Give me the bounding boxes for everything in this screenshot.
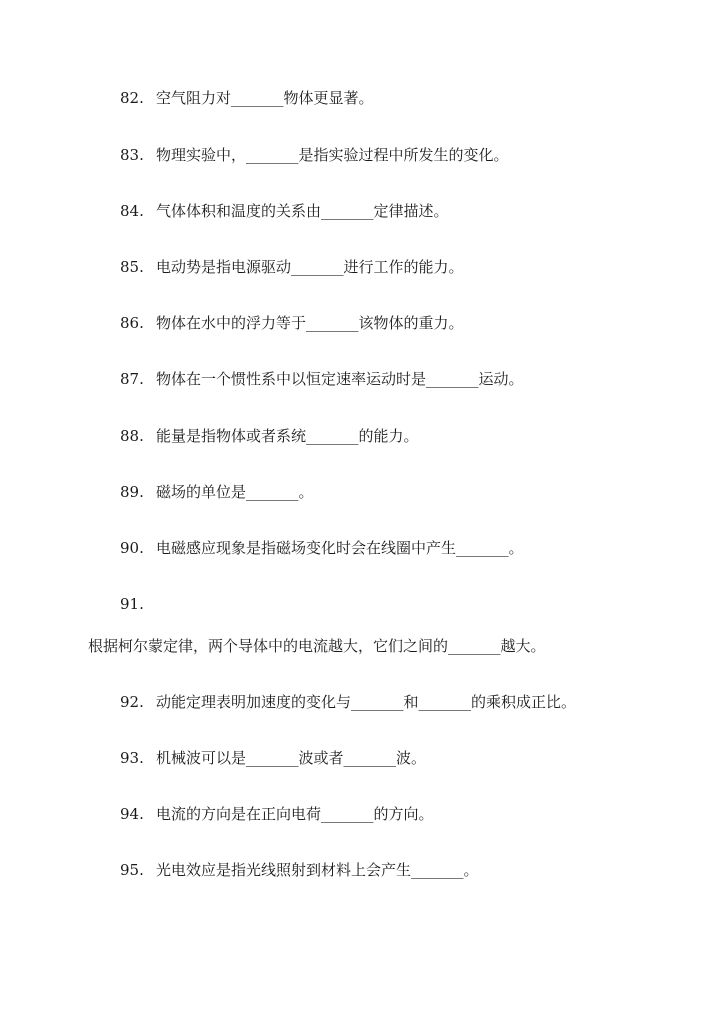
question-90: [120, 538, 524, 558]
question-number: 88.: [120, 427, 144, 445]
question-number: 86.: [120, 314, 144, 332]
question-94: [120, 804, 434, 824]
question-87: [120, 369, 524, 389]
question-number: 87.: [120, 370, 144, 388]
question-text: 物理实验中，_______是指实验过程中所发生的变化。: [156, 146, 509, 164]
question-number: 92.: [120, 693, 144, 711]
question-text: 根据柯尔蒙定律，两个导体中的电流越大，它们之间的_______越大。: [88, 637, 546, 655]
question-82: [120, 88, 374, 108]
question-text: 光电效应是指光线照射到材料上会产生_______。: [156, 861, 479, 879]
question-text: 气体体积和温度的关系由_______定律描述。: [156, 202, 449, 220]
question-number: 85.: [120, 258, 144, 276]
question-83: [120, 145, 509, 165]
question-text: 电磁感应现象是指磁场变化时会在线圈中产生_______。: [156, 539, 524, 557]
question-text: 物体在一个惯性系中以恒定速率运动时是_______运动。: [156, 370, 524, 388]
question-91-text: [88, 636, 546, 656]
question-text: 物体在水中的浮力等于_______该物体的重力。: [156, 314, 464, 332]
question-text: 磁场的单位是_______。: [156, 483, 314, 501]
question-number: 82.: [120, 89, 144, 107]
question-text: 空气阻力对_______物体更显著。: [156, 89, 374, 107]
question-number: 89.: [120, 483, 144, 501]
question-88: [120, 426, 419, 446]
question-number: 91.: [120, 595, 144, 613]
question-95: [120, 860, 479, 880]
question-89: [120, 482, 314, 502]
question-number: 93.: [120, 749, 144, 767]
question-86: [120, 313, 464, 333]
question-number: 95.: [120, 861, 144, 879]
question-number: 84.: [120, 202, 144, 220]
question-91-number: [120, 594, 156, 614]
question-text: 电动势是指电源驱动_______进行工作的能力。: [156, 258, 464, 276]
question-number: 83.: [120, 146, 144, 164]
question-number: 90.: [120, 539, 144, 557]
question-text: 动能定理表明加速度的变化与_______和_______的乘积成正比。: [156, 693, 577, 711]
question-92: [120, 692, 576, 712]
question-text: 能量是指物体或者系统_______的能力。: [156, 427, 419, 445]
question-text: 电流的方向是在正向电荷_______的方向。: [156, 805, 434, 823]
question-85: [120, 257, 464, 277]
question-84: [120, 201, 449, 221]
question-93: [120, 748, 426, 768]
question-number: 94.: [120, 805, 144, 823]
question-text: 机械波可以是_______波或者_______波。: [156, 749, 427, 767]
